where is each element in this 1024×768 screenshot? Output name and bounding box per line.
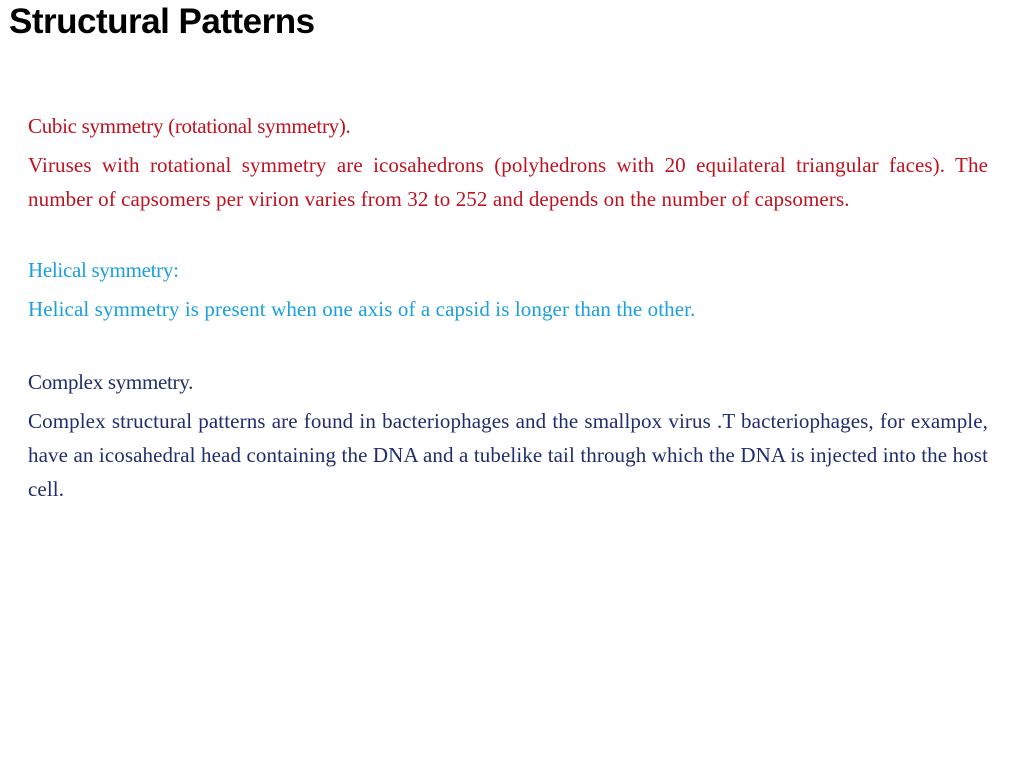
complex-symmetry-heading-line xyxy=(28,368,988,396)
slide-title: Structural Patterns xyxy=(9,2,315,41)
helical-symmetry-body: Helical symmetry is present when one axis of a capsid is longer than the other. xyxy=(28,297,696,321)
complex-symmetry-body: Complex structural patterns are found in bacteriophages and the smallpox virus .T bacteriophages, for example, have an icosahedral head containing the DNA and a tubelike tail through which the DNA is injected into the host cell. xyxy=(28,409,988,501)
cubic-symmetry-heading: Cubic symmetry (rotational symmetry). xyxy=(28,114,351,138)
section-complex-symmetry xyxy=(28,368,988,506)
cubic-symmetry-body: Viruses with rotational symmetry are icosahedrons (polyhedrons with 20 equilateral triangular faces). The number of capsomers per virion varies from 32 to 252 and depends on the number of capsomers. xyxy=(28,153,988,211)
complex-symmetry-heading: Complex symmetry xyxy=(28,370,189,394)
helical-symmetry-heading: Helical symmetry: xyxy=(28,258,179,282)
slide-content xyxy=(28,112,988,546)
section-cubic-symmetry xyxy=(28,112,988,216)
complex-symmetry-heading-period: . xyxy=(188,370,194,394)
section-helical-symmetry xyxy=(28,256,988,326)
